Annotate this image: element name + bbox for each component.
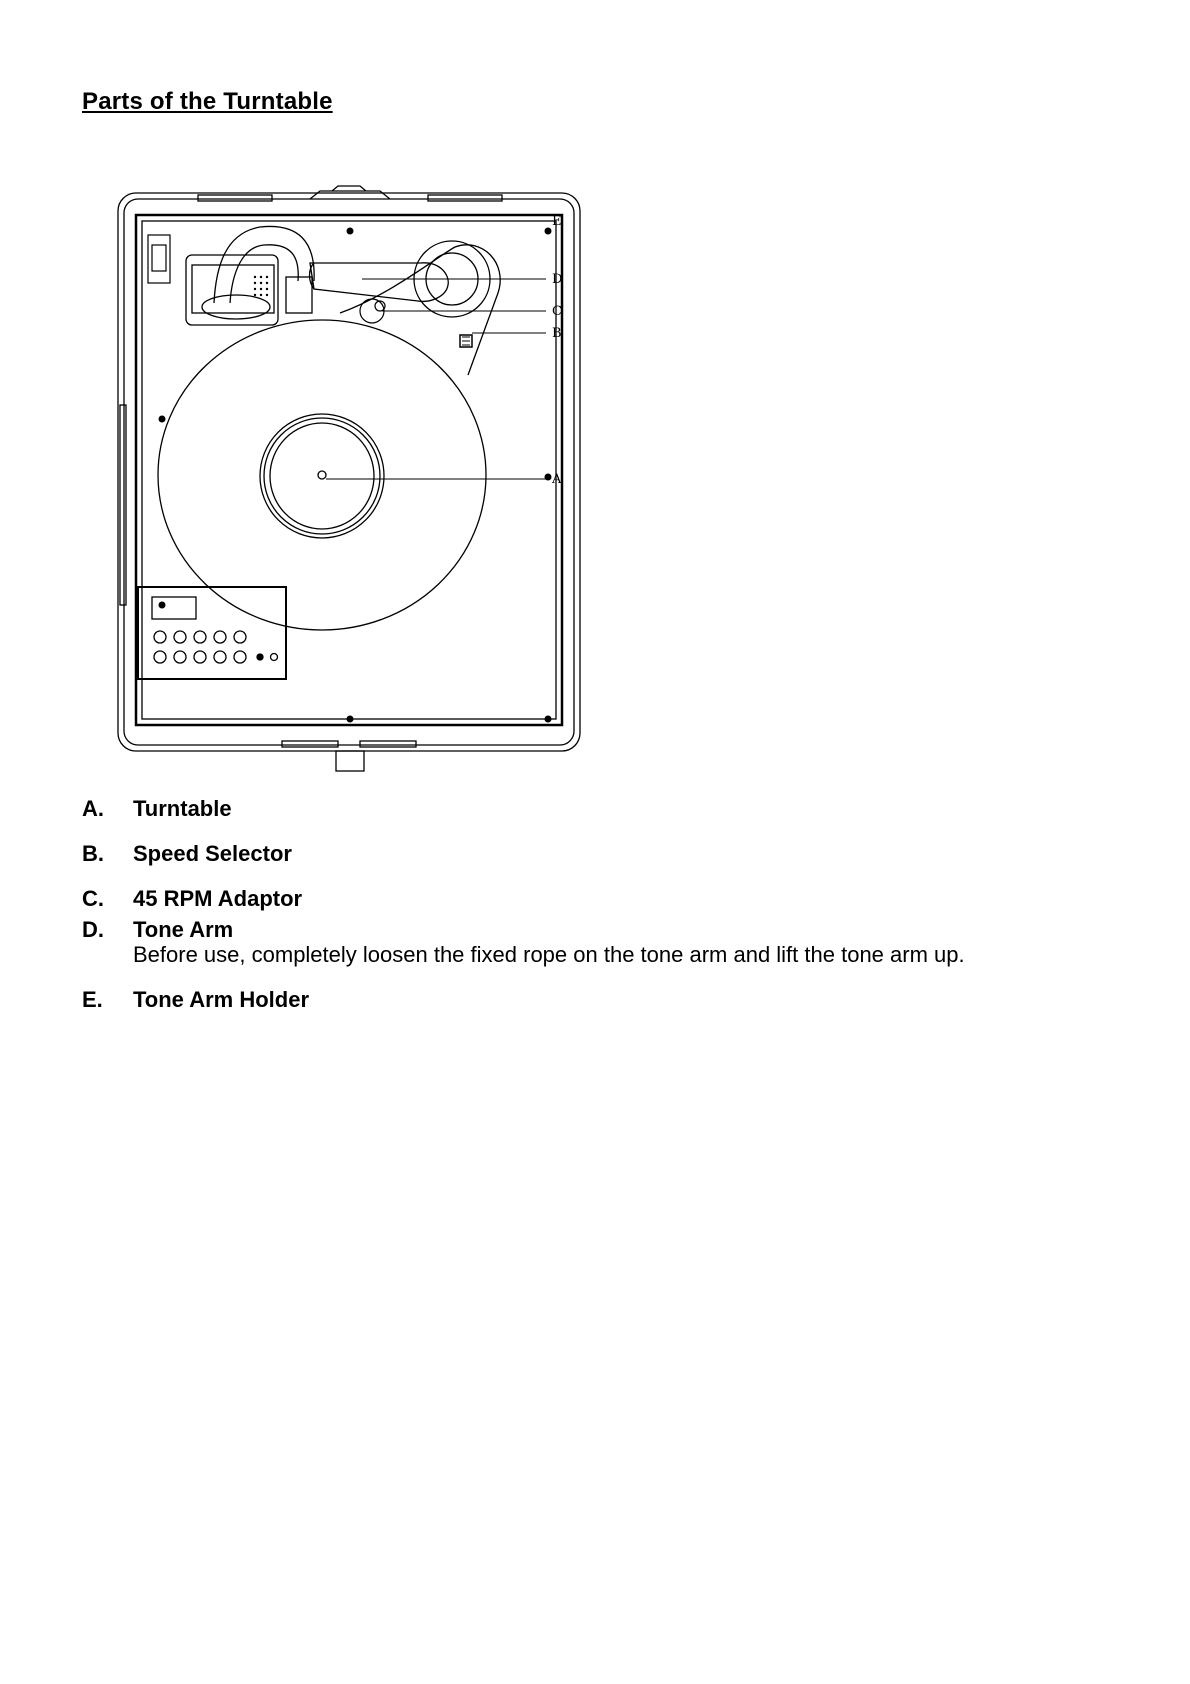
turntable-diagram (110, 185, 620, 775)
callout-a: A (552, 472, 562, 487)
callout-c: C (552, 304, 562, 319)
screws (159, 228, 552, 723)
part-item-d (82, 917, 1162, 967)
parts-list (82, 796, 1162, 1032)
part-name: 45 RPM Adaptor (133, 886, 303, 911)
part-letter: D. (82, 917, 104, 942)
part-name: Tone Arm Holder (133, 987, 310, 1012)
part-description: Before use, completely loosen the fixed rope on the tone arm and lift the tone arm up. (133, 942, 965, 967)
part-name: Tone Arm (133, 917, 234, 942)
power-switch-icon (148, 235, 170, 283)
control-panel (138, 587, 286, 679)
part-item-c (82, 886, 1162, 911)
page-title: Parts of the Turntable (82, 88, 333, 115)
adaptor-icon (360, 299, 385, 323)
part-name: Turntable (133, 796, 232, 821)
part-item-a (82, 796, 1162, 821)
part-name: Speed Selector (133, 841, 292, 866)
callout-d: D (552, 272, 563, 287)
callout-b: B (552, 326, 562, 341)
part-letter: E. (82, 987, 103, 1012)
part-letter: C. (82, 886, 104, 911)
part-letter: B. (82, 841, 104, 866)
platter (158, 320, 486, 630)
part-letter: A. (82, 796, 104, 821)
cabinet-outer (118, 193, 580, 751)
tone-arm-holder (186, 226, 314, 325)
tone-arm (310, 241, 501, 375)
part-item-e (82, 987, 1162, 1012)
part-item-b (82, 841, 1162, 866)
callout-e: E (552, 214, 562, 229)
callout-lines (192, 221, 546, 479)
